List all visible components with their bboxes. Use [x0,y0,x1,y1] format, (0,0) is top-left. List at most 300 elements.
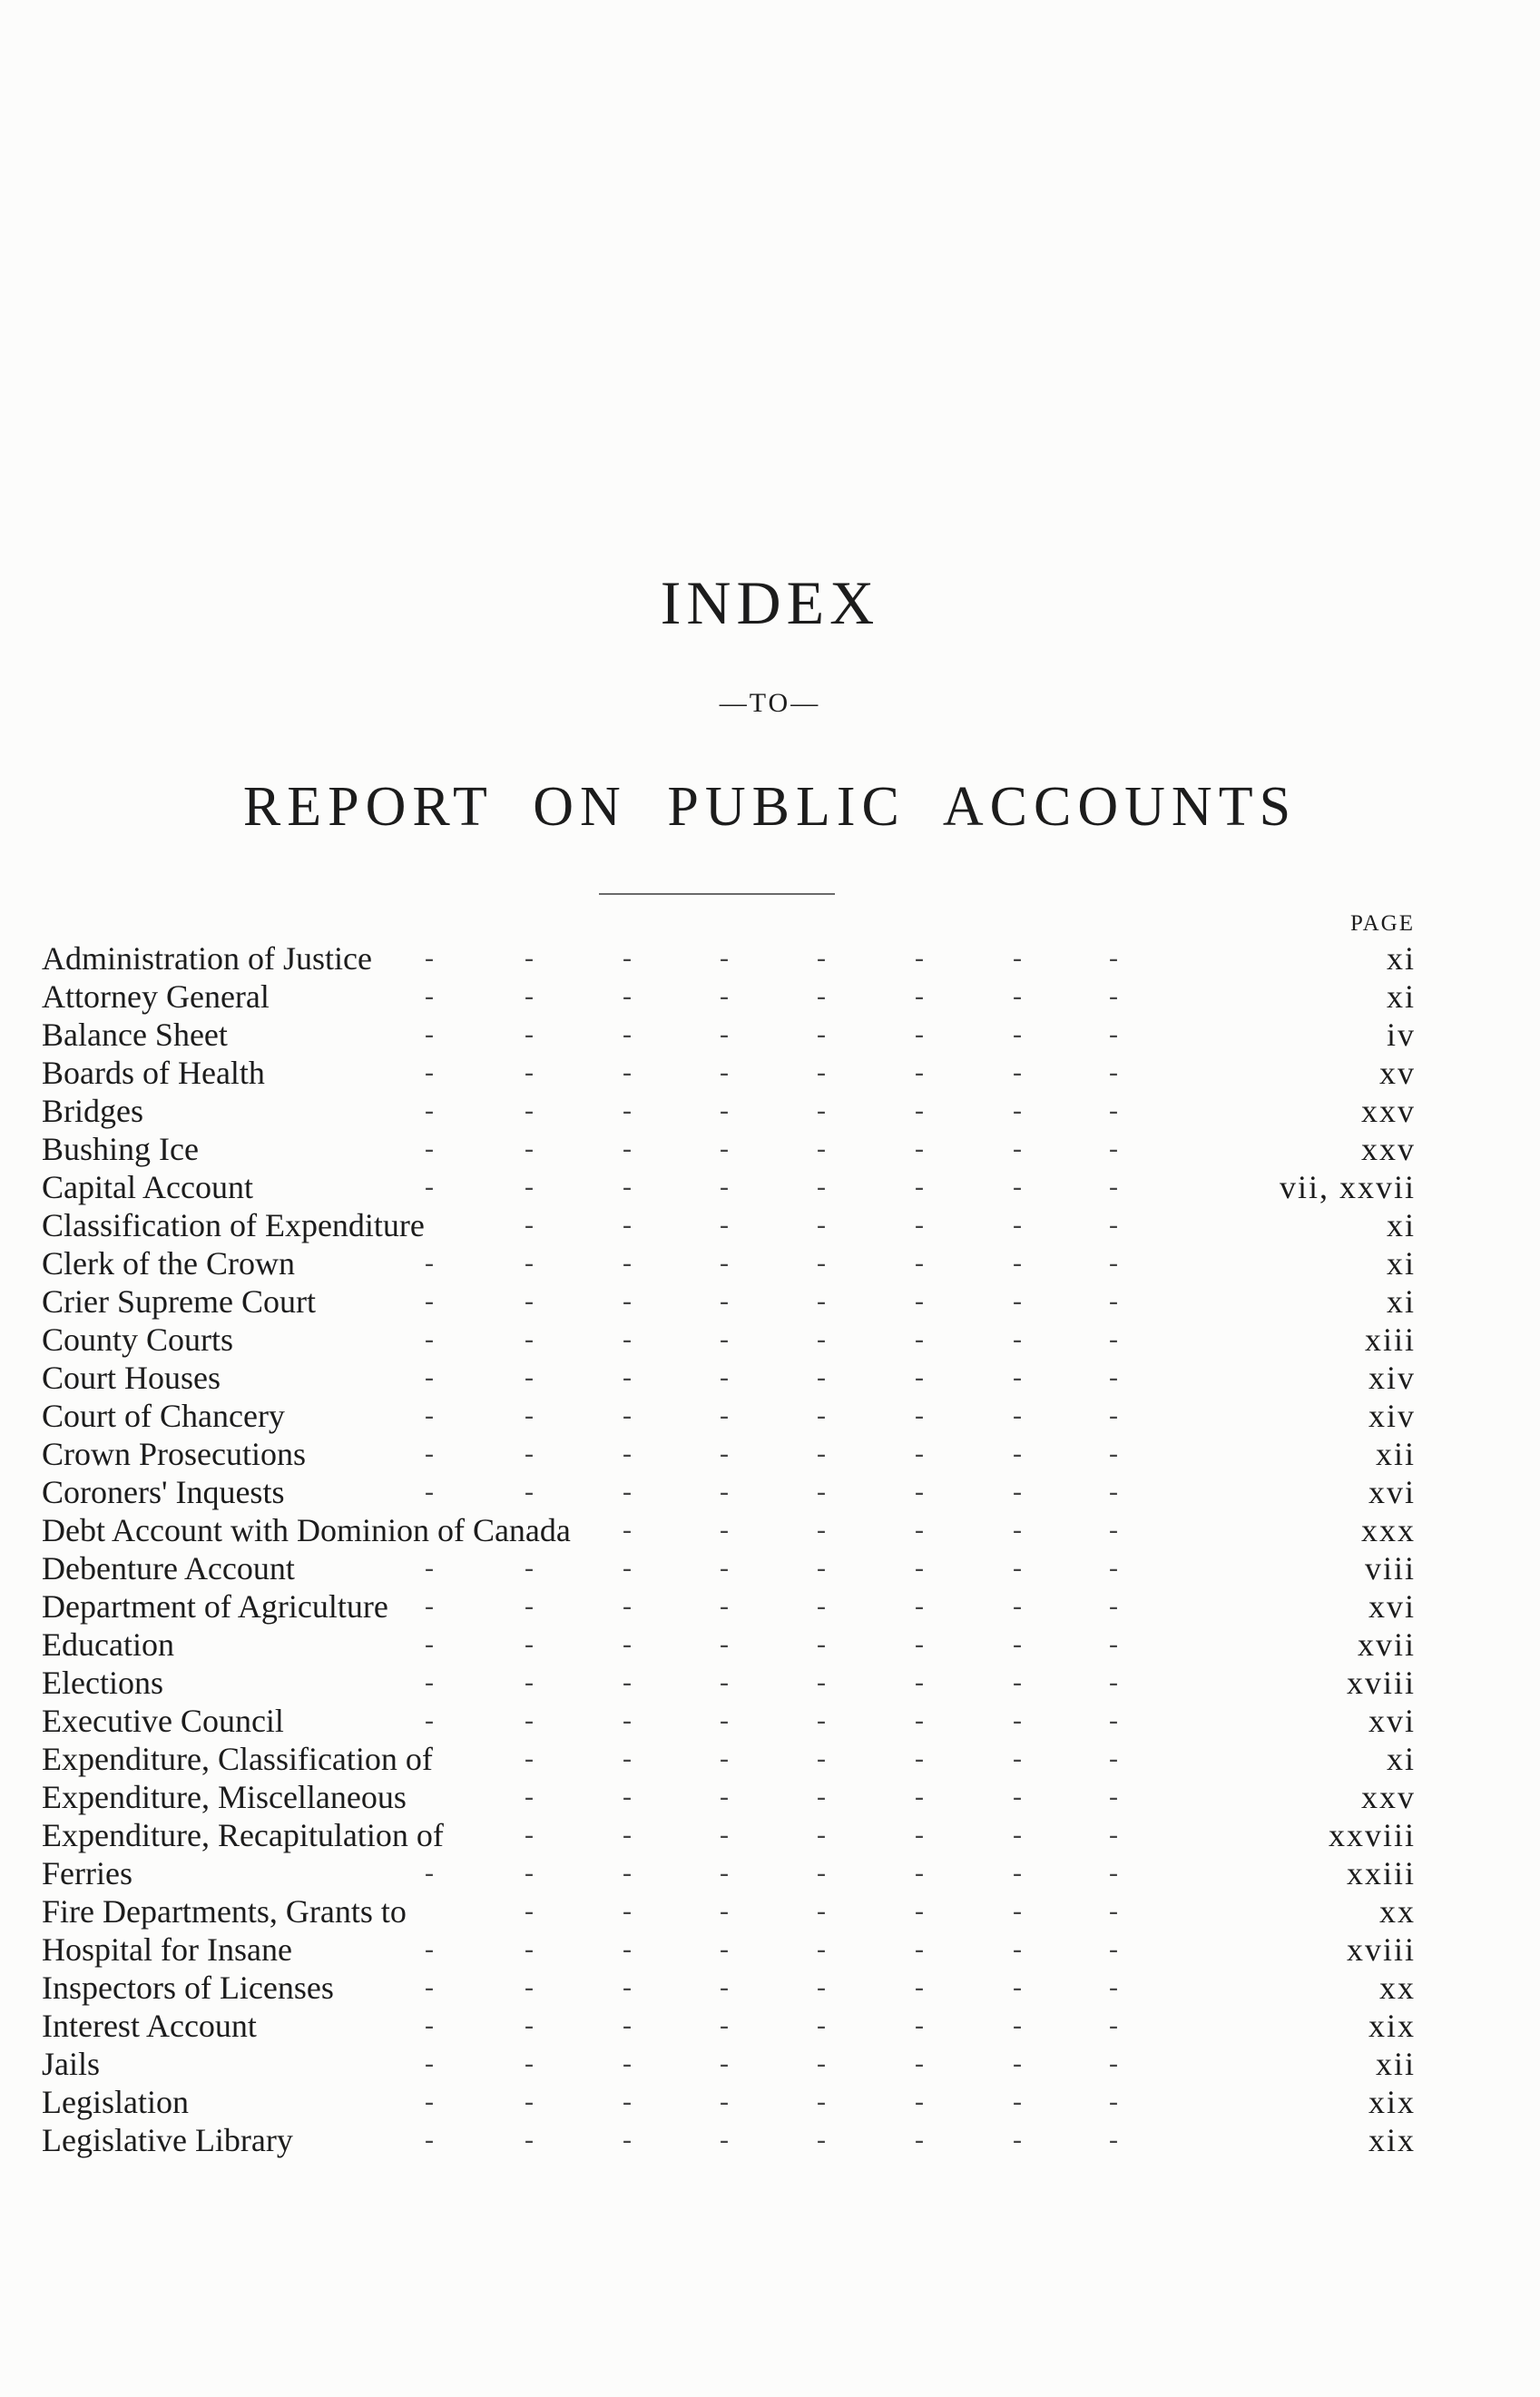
leader-dash: - [425,1934,434,1964]
index-entry-page: xiv [1368,1360,1416,1396]
leader-dash: - [720,2010,729,2040]
index-entry-label: Debt Account with Dominion of Canada [42,1512,571,1548]
leader-dash: - [1109,1591,1118,1621]
leader-dash: - [425,1057,434,1087]
leader-dash: - [720,2087,729,2117]
index-entry [42,1511,1416,1549]
leader-dash: - [817,1667,826,1697]
leader-dash: - [817,981,826,1011]
leader-dash: - [623,2125,632,2155]
index-entry [42,1549,1416,1587]
leader-dash: - [1013,1629,1022,1659]
leader-dash: - [1013,1057,1022,1087]
index-entry-page: xiv [1368,1398,1416,1434]
leader-dash: - [720,1172,729,1202]
index-entry-label: Expenditure, Classification of [42,1741,433,1777]
index-entry-page: xx [1379,1970,1416,2006]
leader-dash: - [1109,1667,1118,1697]
leader-dash: - [623,1896,632,1926]
leader-dash: - [525,1744,534,1773]
leader-dash: - [1109,981,1118,1011]
index-entry-page: xiii [1364,1321,1416,1358]
leader-dash: - [623,1934,632,1964]
leader-dash: - [720,1896,729,1926]
index-entry [42,2007,1416,2045]
leader-dash: - [915,1591,924,1621]
leader-dash: - [1109,2087,1118,2117]
index-entry-label: Coroners' Inquests [42,1474,285,1510]
leader-dash: - [525,1820,534,1850]
index-entry-page: xii [1375,1436,1416,1472]
leader-dash: - [915,1248,924,1278]
index-entry-label: Hospital for Insane [42,1931,292,1968]
index-entry-label: Debenture Account [42,1550,295,1587]
index-entry-label: Elections [42,1665,163,1701]
leader-dash: - [720,1439,729,1469]
leader-dash: - [525,1667,534,1697]
leader-dash: - [525,1362,534,1392]
connector-text: —TO— [719,688,821,718]
leader-dash: - [817,1172,826,1202]
leader-dash: - [525,1553,534,1583]
index-entry-label: Fire Departments, Grants to [42,1893,407,1930]
leader-dash: - [720,943,729,973]
leader-dash: - [1109,1705,1118,1735]
leader-dash: - [720,1248,729,1278]
index-entry-page: xxx [1361,1512,1416,1548]
index-entry [42,1969,1416,2007]
leader-dash: - [623,1095,632,1125]
leader-dash: - [1013,1172,1022,1202]
leader-dash: - [1013,1782,1022,1812]
leader-dash: - [817,2087,826,2117]
index-entry-label: Legislative Library [42,2122,293,2158]
index-entry [42,939,1416,977]
leader-dash: - [817,1057,826,1087]
leader-dash: - [817,2048,826,2078]
index-entry-page: xvii [1357,1626,1416,1663]
index-entry [42,1664,1416,1702]
leader-dash: - [525,1172,534,1202]
leader-dash: - [1013,1858,1022,1888]
leader-dash: - [1109,1820,1118,1850]
leader-dash: - [1109,1439,1118,1469]
leader-dash: - [623,1972,632,2002]
index-entry [42,1702,1416,1740]
leader-dash: - [915,2125,924,2155]
index-entry-page: xxiii [1346,1855,1416,1891]
leader-dash: - [623,1134,632,1164]
leader-dash: - [623,1820,632,1850]
leader-dash: - [525,1324,534,1354]
leader-dash: - [425,1324,434,1354]
leader-dash: - [915,1439,924,1469]
leader-dash: - [425,1400,434,1430]
leader-dash: - [915,1477,924,1507]
index-entry-page: xix [1368,2122,1416,2158]
leader-dash: - [525,1477,534,1507]
index-entry [42,1282,1416,1321]
leader-dash: - [1013,2048,1022,2078]
leader-dash: - [720,2125,729,2155]
index-entry-label: Administration of Justice [42,940,372,977]
index-entry-page: xx [1379,1893,1416,1930]
index-entry-label: Department of Agriculture [42,1588,388,1625]
index-entry [42,2121,1416,2159]
leader-dash: - [1109,1286,1118,1316]
leader-dash: - [817,1210,826,1240]
leader-dash: - [915,981,924,1011]
leader-dash: - [425,1019,434,1049]
report-title: REPORT ON PUBLIC ACCOUNTS [242,776,1298,838]
leader-dash: - [1109,1134,1118,1164]
index-title: INDEX [660,568,880,637]
index-entry [42,1016,1416,1054]
leader-dash: - [1013,1210,1022,1240]
leader-dash: - [1109,1972,1118,2002]
leader-dash: - [525,1782,534,1812]
leader-dash: - [915,1782,924,1812]
leader-dash: - [817,1134,826,1164]
leader-dash: - [623,1667,632,1697]
leader-dash: - [425,1477,434,1507]
index-entry [42,1892,1416,1930]
leader-dash: - [623,1286,632,1316]
leader-dash: - [525,1134,534,1164]
index-entry-page: iv [1386,1017,1416,1053]
leader-dash: - [1109,2125,1118,2155]
leader-dash: - [1013,1591,1022,1621]
leader-dash: - [623,1553,632,1583]
index-entry-page: xvi [1368,1703,1416,1739]
leader-dash: - [720,2048,729,2078]
leader-dash: - [525,1248,534,1278]
index-entry [42,1321,1416,1359]
index-entry [42,1359,1416,1397]
leader-dash: - [1109,1629,1118,1659]
leader-dash: - [1013,1134,1022,1164]
leader-dash: - [915,1210,924,1240]
index-entry-label: Boards of Health [42,1055,265,1091]
leader-dash: - [623,2010,632,2040]
leader-dash: - [720,1934,729,1964]
leader-dash: - [720,1667,729,1697]
leader-dash: - [1013,1972,1022,2002]
leader-dash: - [623,1324,632,1354]
leader-dash: - [1109,1324,1118,1354]
leader-dash: - [1013,1286,1022,1316]
leader-dash: - [720,1553,729,1583]
index-entry-label: Clerk of the Crown [42,1245,295,1282]
index-entry-label: Bridges [42,1093,143,1129]
leader-dash: - [720,1744,729,1773]
leader-dash: - [1013,943,1022,973]
leader-dash: - [720,1782,729,1812]
leader-dash: - [915,1934,924,1964]
index-entry-page: xii [1375,2046,1416,2082]
index-entry-label: Jails [42,2046,101,2082]
leader-dash: - [425,1705,434,1735]
leader-dash: - [720,1057,729,1087]
leader-dash: - [1109,1744,1118,1773]
leader-dash: - [720,1400,729,1430]
index-entry-page: xxviii [1328,1817,1416,1853]
leader-dash: - [623,1477,632,1507]
index-entry-page: xix [1368,2008,1416,2044]
index-entry-page: xxv [1361,1093,1416,1129]
leader-dash: - [525,943,534,973]
leader-dash: - [720,1591,729,1621]
index-entry-label: Attorney General [42,978,270,1015]
index-entry [42,1816,1416,1854]
leader-dash: - [1109,1057,1118,1087]
leader-dash: - [525,1934,534,1964]
leader-dash: - [720,1134,729,1164]
leader-dash: - [720,1858,729,1888]
index-entry [42,1130,1416,1168]
index-entry [42,1626,1416,1664]
leader-dash: - [720,1210,729,1240]
index-entry-page: xxv [1361,1131,1416,1167]
index-entry [42,1435,1416,1473]
index-entry-label: Ferries [42,1855,132,1891]
index-entry-label: County Courts [42,1321,234,1358]
leader-dash: - [525,2087,534,2117]
index-entry [42,977,1416,1016]
index-entry-page: xvi [1368,1588,1416,1625]
leader-dash: - [915,2087,924,2117]
leader-dash: - [915,1896,924,1926]
leader-dash: - [1109,2048,1118,2078]
leader-dash: - [525,1400,534,1430]
leader-dash: - [817,1248,826,1278]
index-entry-page: xxv [1361,1779,1416,1815]
leader-dash: - [425,1591,434,1621]
leader-dash: - [425,1248,434,1278]
leader-dash: - [623,1057,632,1087]
leader-dash: - [425,1286,434,1316]
leader-dash: - [915,1019,924,1049]
index-entry-page: xv [1379,1055,1416,1091]
index-entry [42,1092,1416,1130]
leader-dash: - [525,1210,534,1240]
leader-dash: - [1109,1896,1118,1926]
leader-dash: - [1109,1553,1118,1583]
index-entry-label: Capital Account [42,1169,253,1205]
leader-dash: - [525,1896,534,1926]
leader-dash: - [1013,1934,1022,1964]
leader-dash: - [1109,1095,1118,1125]
leader-dash: - [425,1362,434,1392]
leader-dash: - [1013,1553,1022,1583]
leader-dash: - [1013,2125,1022,2155]
leader-dash: - [720,1515,729,1545]
leader-dash: - [817,1972,826,2002]
leader-dash: - [915,2010,924,2040]
index-entry-label: Inspectors of Licenses [42,1970,334,2006]
leader-dash: - [817,1477,826,1507]
leader-dash: - [1109,1172,1118,1202]
index-entry-page: xviii [1346,1931,1416,1968]
leader-dash: - [720,1629,729,1659]
leader-dash: - [915,1705,924,1735]
index-entry-page: xix [1368,2084,1416,2120]
leader-dash: - [915,1095,924,1125]
index-entry [42,1587,1416,1626]
leader-dash: - [817,1744,826,1773]
leader-dash: - [623,1400,632,1430]
leader-dash: - [1109,1477,1118,1507]
leader-dash: - [720,1324,729,1354]
leader-dash: - [1109,1248,1118,1278]
leader-dash: - [915,1972,924,2002]
leader-dash: - [1109,1782,1118,1812]
index-entry-label: Interest Account [42,2008,257,2044]
leader-dash: - [1013,1705,1022,1735]
leader-dash: - [623,1744,632,1773]
leader-dash: - [1013,1095,1022,1125]
leader-dash: - [425,1972,434,2002]
leader-dash: - [915,1667,924,1697]
leader-dash: - [915,1744,924,1773]
leader-dash: - [623,2048,632,2078]
leader-dash: - [425,1858,434,1888]
index-entry [42,1854,1416,1892]
leader-dash: - [915,943,924,973]
leader-dash: - [1109,1515,1118,1545]
index-entry [42,1206,1416,1244]
index-entry-page: xi [1386,1741,1416,1777]
index-entry [42,1168,1416,1206]
index-entry-page: xi [1386,1245,1416,1282]
leader-dash: - [425,981,434,1011]
leader-dash: - [720,1705,729,1735]
leader-dash: - [817,1629,826,1659]
index-entry [42,1054,1416,1092]
leader-dash: - [425,2125,434,2155]
leader-dash: - [915,1324,924,1354]
leader-dash: - [1013,1744,1022,1773]
leader-dash: - [425,1629,434,1659]
leader-dash: - [1013,1439,1022,1469]
leader-dash: - [817,2125,826,2155]
leader-dash: - [817,1858,826,1888]
leader-dash: - [525,1629,534,1659]
index-entry [42,1244,1416,1282]
leader-dash: - [915,1400,924,1430]
leader-dash: - [623,1629,632,1659]
index-entry-label: Expenditure, Miscellaneous [42,1779,407,1815]
leader-dash: - [915,1286,924,1316]
index-entry-list [42,939,1416,2159]
leader-dash: - [525,981,534,1011]
index-entry-label: Crier Supreme Court [42,1283,316,1320]
leader-dash: - [817,1286,826,1316]
leader-dash: - [525,1057,534,1087]
leader-dash: - [623,981,632,1011]
leader-dash: - [915,1553,924,1583]
index-entry [42,1740,1416,1778]
leader-dash: - [817,1515,826,1545]
leader-dash: - [425,1095,434,1125]
leader-dash: - [1013,1362,1022,1392]
leader-dash: - [915,1362,924,1392]
leader-dash: - [425,2087,434,2117]
leader-dash: - [817,1896,826,1926]
leader-dash: - [720,1095,729,1125]
leader-dash: - [525,1591,534,1621]
leader-dash: - [915,1134,924,1164]
index-entry-label: Legislation [42,2084,189,2120]
index-entry-page: xi [1386,1207,1416,1243]
leader-dash: - [817,1439,826,1469]
leader-dash: - [1109,1934,1118,1964]
leader-dash: - [1013,1324,1022,1354]
leader-dash: - [525,1095,534,1125]
leader-dash: - [1013,1896,1022,1926]
leader-dash: - [525,1972,534,2002]
index-entry [42,1473,1416,1511]
leader-dash: - [915,1629,924,1659]
leader-dash: - [817,1705,826,1735]
leader-dash: - [425,2048,434,2078]
index-entry-label: Bushing Ice [42,1131,199,1167]
index-entry-label: Court of Chancery [42,1398,285,1434]
leader-dash: - [525,2125,534,2155]
leader-dash: - [720,1019,729,1049]
index-entry-label: Expenditure, Recapitulation of [42,1817,444,1853]
leader-dash: - [623,1019,632,1049]
leader-dash: - [525,2010,534,2040]
index-entry-label: Executive Council [42,1703,284,1739]
leader-dash: - [1109,1362,1118,1392]
index-entry [42,1397,1416,1435]
leader-dash: - [1109,943,1118,973]
leader-dash: - [1013,1667,1022,1697]
leader-dash: - [623,1362,632,1392]
leader-dash: - [1013,2010,1022,2040]
leader-dash: - [623,2087,632,2117]
leader-dash: - [915,1820,924,1850]
leader-dash: - [817,2010,826,2040]
leader-dash: - [623,1782,632,1812]
leader-dash: - [623,1210,632,1240]
index-entry-label: Crown Prosecutions [42,1436,306,1472]
leader-dash: - [1013,1820,1022,1850]
leader-dash: - [915,1172,924,1202]
leader-dash: - [1109,1019,1118,1049]
leader-dash: - [425,943,434,973]
leader-dash: - [425,1553,434,1583]
title-divider [599,893,835,895]
leader-dash: - [1013,1400,1022,1430]
index-entry-page: vii, xxvii [1279,1169,1416,1205]
leader-dash: - [720,1286,729,1316]
index-entry-page: xi [1386,978,1416,1015]
leader-dash: - [817,1324,826,1354]
index-entry-page: viii [1364,1550,1416,1587]
leader-dash: - [915,2048,924,2078]
leader-dash: - [623,1858,632,1888]
leader-dash: - [720,981,729,1011]
leader-dash: - [623,1248,632,1278]
index-entry-page: xi [1386,1283,1416,1320]
leader-dash: - [1013,981,1022,1011]
leader-dash: - [1013,1477,1022,1507]
index-entry [42,1930,1416,1969]
leader-dash: - [1109,1400,1118,1430]
leader-dash: - [817,1782,826,1812]
